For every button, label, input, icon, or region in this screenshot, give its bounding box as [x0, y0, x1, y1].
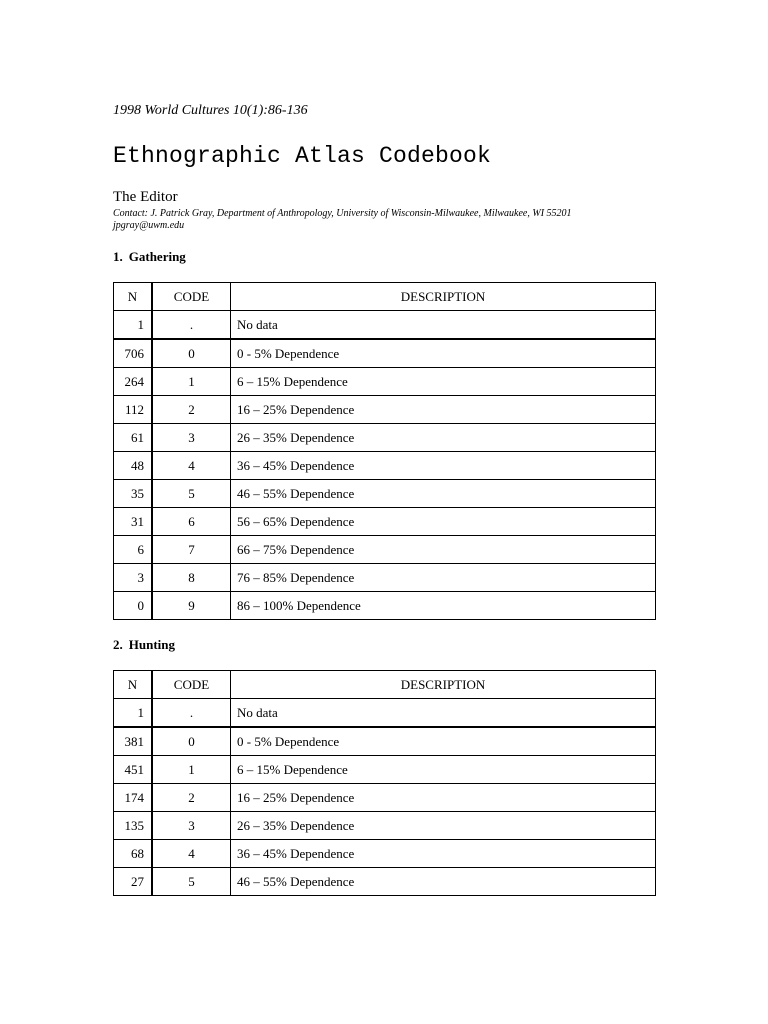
- n-cell: 381: [114, 727, 153, 756]
- n-cell: 48: [114, 452, 153, 480]
- n-cell: 3: [114, 564, 153, 592]
- author: The Editor: [113, 189, 178, 205]
- table-row: [114, 480, 656, 508]
- contact-address: Contact: J. Patrick Gray, Department of Anthropology, University of Wisconsin-Milwaukee, Milwaukee, WI 55201: [113, 208, 572, 219]
- table-header-row: [114, 671, 656, 699]
- description-cell: 36 – 45% Dependence: [231, 840, 656, 868]
- code-cell: .: [152, 311, 231, 340]
- gathering-table-body: [114, 311, 656, 620]
- code-cell: 1: [152, 756, 231, 784]
- description-cell: 46 – 55% Dependence: [231, 480, 656, 508]
- n-cell: 706: [114, 339, 153, 368]
- description-cell: 36 – 45% Dependence: [231, 452, 656, 480]
- table-row: [114, 727, 656, 756]
- column-header-description: DESCRIPTION: [231, 283, 656, 311]
- code-cell: 3: [152, 424, 231, 452]
- n-cell: 174: [114, 784, 153, 812]
- section-title: Hunting: [128, 637, 175, 652]
- n-cell: 6: [114, 536, 153, 564]
- table-row: [114, 339, 656, 368]
- code-cell: 2: [152, 396, 231, 424]
- description-cell: 16 – 25% Dependence: [231, 396, 656, 424]
- hunting-table-body: [114, 699, 656, 896]
- n-cell: 451: [114, 756, 153, 784]
- page-title: Ethnographic Atlas Codebook: [113, 143, 492, 169]
- code-cell: 1: [152, 368, 231, 396]
- description-cell: 66 – 75% Dependence: [231, 536, 656, 564]
- column-header-n: N: [114, 671, 153, 699]
- table-row: [114, 508, 656, 536]
- code-cell: 7: [152, 536, 231, 564]
- table-row: [114, 396, 656, 424]
- column-header-code: CODE: [152, 671, 231, 699]
- gathering-table: [113, 282, 656, 620]
- table-row: [114, 840, 656, 868]
- table-row: [114, 564, 656, 592]
- n-cell: 61: [114, 424, 153, 452]
- description-cell: 56 – 65% Dependence: [231, 508, 656, 536]
- hunting-table: [113, 670, 656, 896]
- code-cell: 5: [152, 480, 231, 508]
- description-cell: 6 – 15% Dependence: [231, 368, 656, 396]
- table-row: [114, 699, 656, 728]
- description-cell: 0 - 5% Dependence: [231, 339, 656, 368]
- code-cell: 0: [152, 727, 231, 756]
- section-title: Gathering: [128, 249, 186, 264]
- description-cell: No data: [231, 699, 656, 728]
- table-row: [114, 812, 656, 840]
- table-row: [114, 536, 656, 564]
- description-cell: 6 – 15% Dependence: [231, 756, 656, 784]
- code-cell: 2: [152, 784, 231, 812]
- n-cell: 27: [114, 868, 153, 896]
- n-cell: 1: [114, 699, 153, 728]
- section-number: 1.: [113, 249, 123, 264]
- n-cell: 68: [114, 840, 153, 868]
- contact-email: jpgray@uwm.edu: [113, 220, 185, 231]
- n-cell: 264: [114, 368, 153, 396]
- table-row: [114, 784, 656, 812]
- n-cell: 31: [114, 508, 153, 536]
- section-heading-hunting: [113, 637, 175, 653]
- table-row: [114, 368, 656, 396]
- description-cell: 86 – 100% Dependence: [231, 592, 656, 620]
- column-header-n: N: [114, 283, 153, 311]
- column-header-description: DESCRIPTION: [231, 671, 656, 699]
- code-cell: 3: [152, 812, 231, 840]
- n-cell: 1: [114, 311, 153, 340]
- code-cell: 0: [152, 339, 231, 368]
- table-row: [114, 311, 656, 340]
- table-row: [114, 592, 656, 620]
- n-cell: 0: [114, 592, 153, 620]
- n-cell: 35: [114, 480, 153, 508]
- table-row: [114, 868, 656, 896]
- description-cell: No data: [231, 311, 656, 340]
- code-cell: .: [152, 699, 231, 728]
- table-row: [114, 452, 656, 480]
- contact-info: [113, 208, 673, 232]
- column-header-code: CODE: [152, 283, 231, 311]
- n-cell: 135: [114, 812, 153, 840]
- description-cell: 16 – 25% Dependence: [231, 784, 656, 812]
- citation: 1998 World Cultures 10(1):86-136: [113, 103, 308, 118]
- code-cell: 8: [152, 564, 231, 592]
- description-cell: 26 – 35% Dependence: [231, 812, 656, 840]
- description-cell: 26 – 35% Dependence: [231, 424, 656, 452]
- table-header-row: [114, 283, 656, 311]
- description-cell: 46 – 55% Dependence: [231, 868, 656, 896]
- section-heading-gathering: [113, 249, 186, 265]
- code-cell: 4: [152, 840, 231, 868]
- code-cell: 9: [152, 592, 231, 620]
- description-cell: 0 - 5% Dependence: [231, 727, 656, 756]
- table-row: [114, 424, 656, 452]
- code-cell: 6: [152, 508, 231, 536]
- section-number: 2.: [113, 637, 123, 652]
- n-cell: 112: [114, 396, 153, 424]
- code-cell: 5: [152, 868, 231, 896]
- code-cell: 4: [152, 452, 231, 480]
- table-row: [114, 756, 656, 784]
- description-cell: 76 – 85% Dependence: [231, 564, 656, 592]
